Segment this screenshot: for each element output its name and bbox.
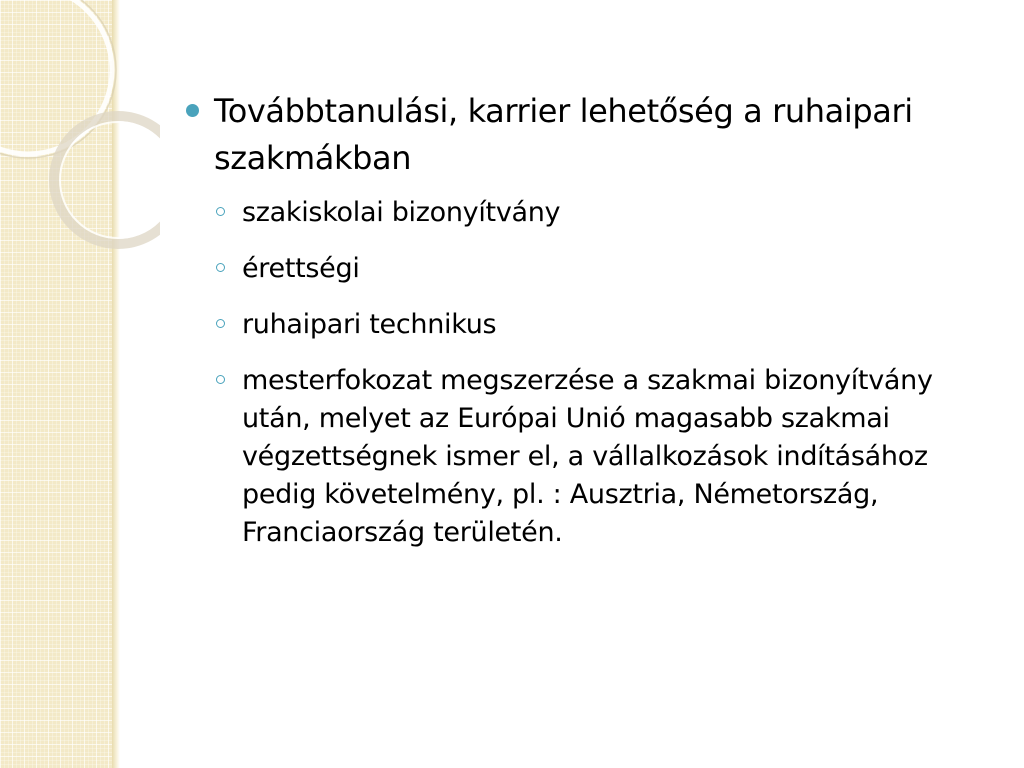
ring-bullet-icon <box>216 375 225 384</box>
ring-bullet-icon <box>216 207 225 216</box>
sub-bullet-list <box>186 194 976 552</box>
decorative-rings <box>0 0 160 300</box>
sub-bullet-text: szakiskolai bizonyítvány <box>242 197 561 228</box>
sub-bullet-item <box>216 362 976 552</box>
sub-bullet-text: érettségi <box>242 253 360 284</box>
decorative-ring-lower <box>54 116 160 244</box>
sub-bullet-item <box>216 194 976 232</box>
slide-content <box>186 88 976 570</box>
ring-bullet-icon <box>216 263 225 272</box>
sub-bullet-item <box>216 306 976 344</box>
filled-bullet-icon <box>186 104 199 117</box>
sub-bullet-text: mesterfokozat megszerzése a szakmai bizonyítvány után, melyet az Európai Unió magasabb szakmai végzettségnek ismer el, a vállalkozások indításához pedig követelmény, pl. : Ausztria, Németország, Franciaország területén. <box>242 365 933 548</box>
sub-bullet-text: ruhaipari technikus <box>242 309 497 340</box>
main-bullet-text: Továbbtanulási, karrier lehetőség a ruhaipari szakmákban <box>214 92 913 177</box>
ring-bullet-icon <box>216 319 225 328</box>
main-bullet-item <box>186 88 976 182</box>
sub-bullet-item <box>216 250 976 288</box>
decorative-ring-upper <box>0 0 112 154</box>
